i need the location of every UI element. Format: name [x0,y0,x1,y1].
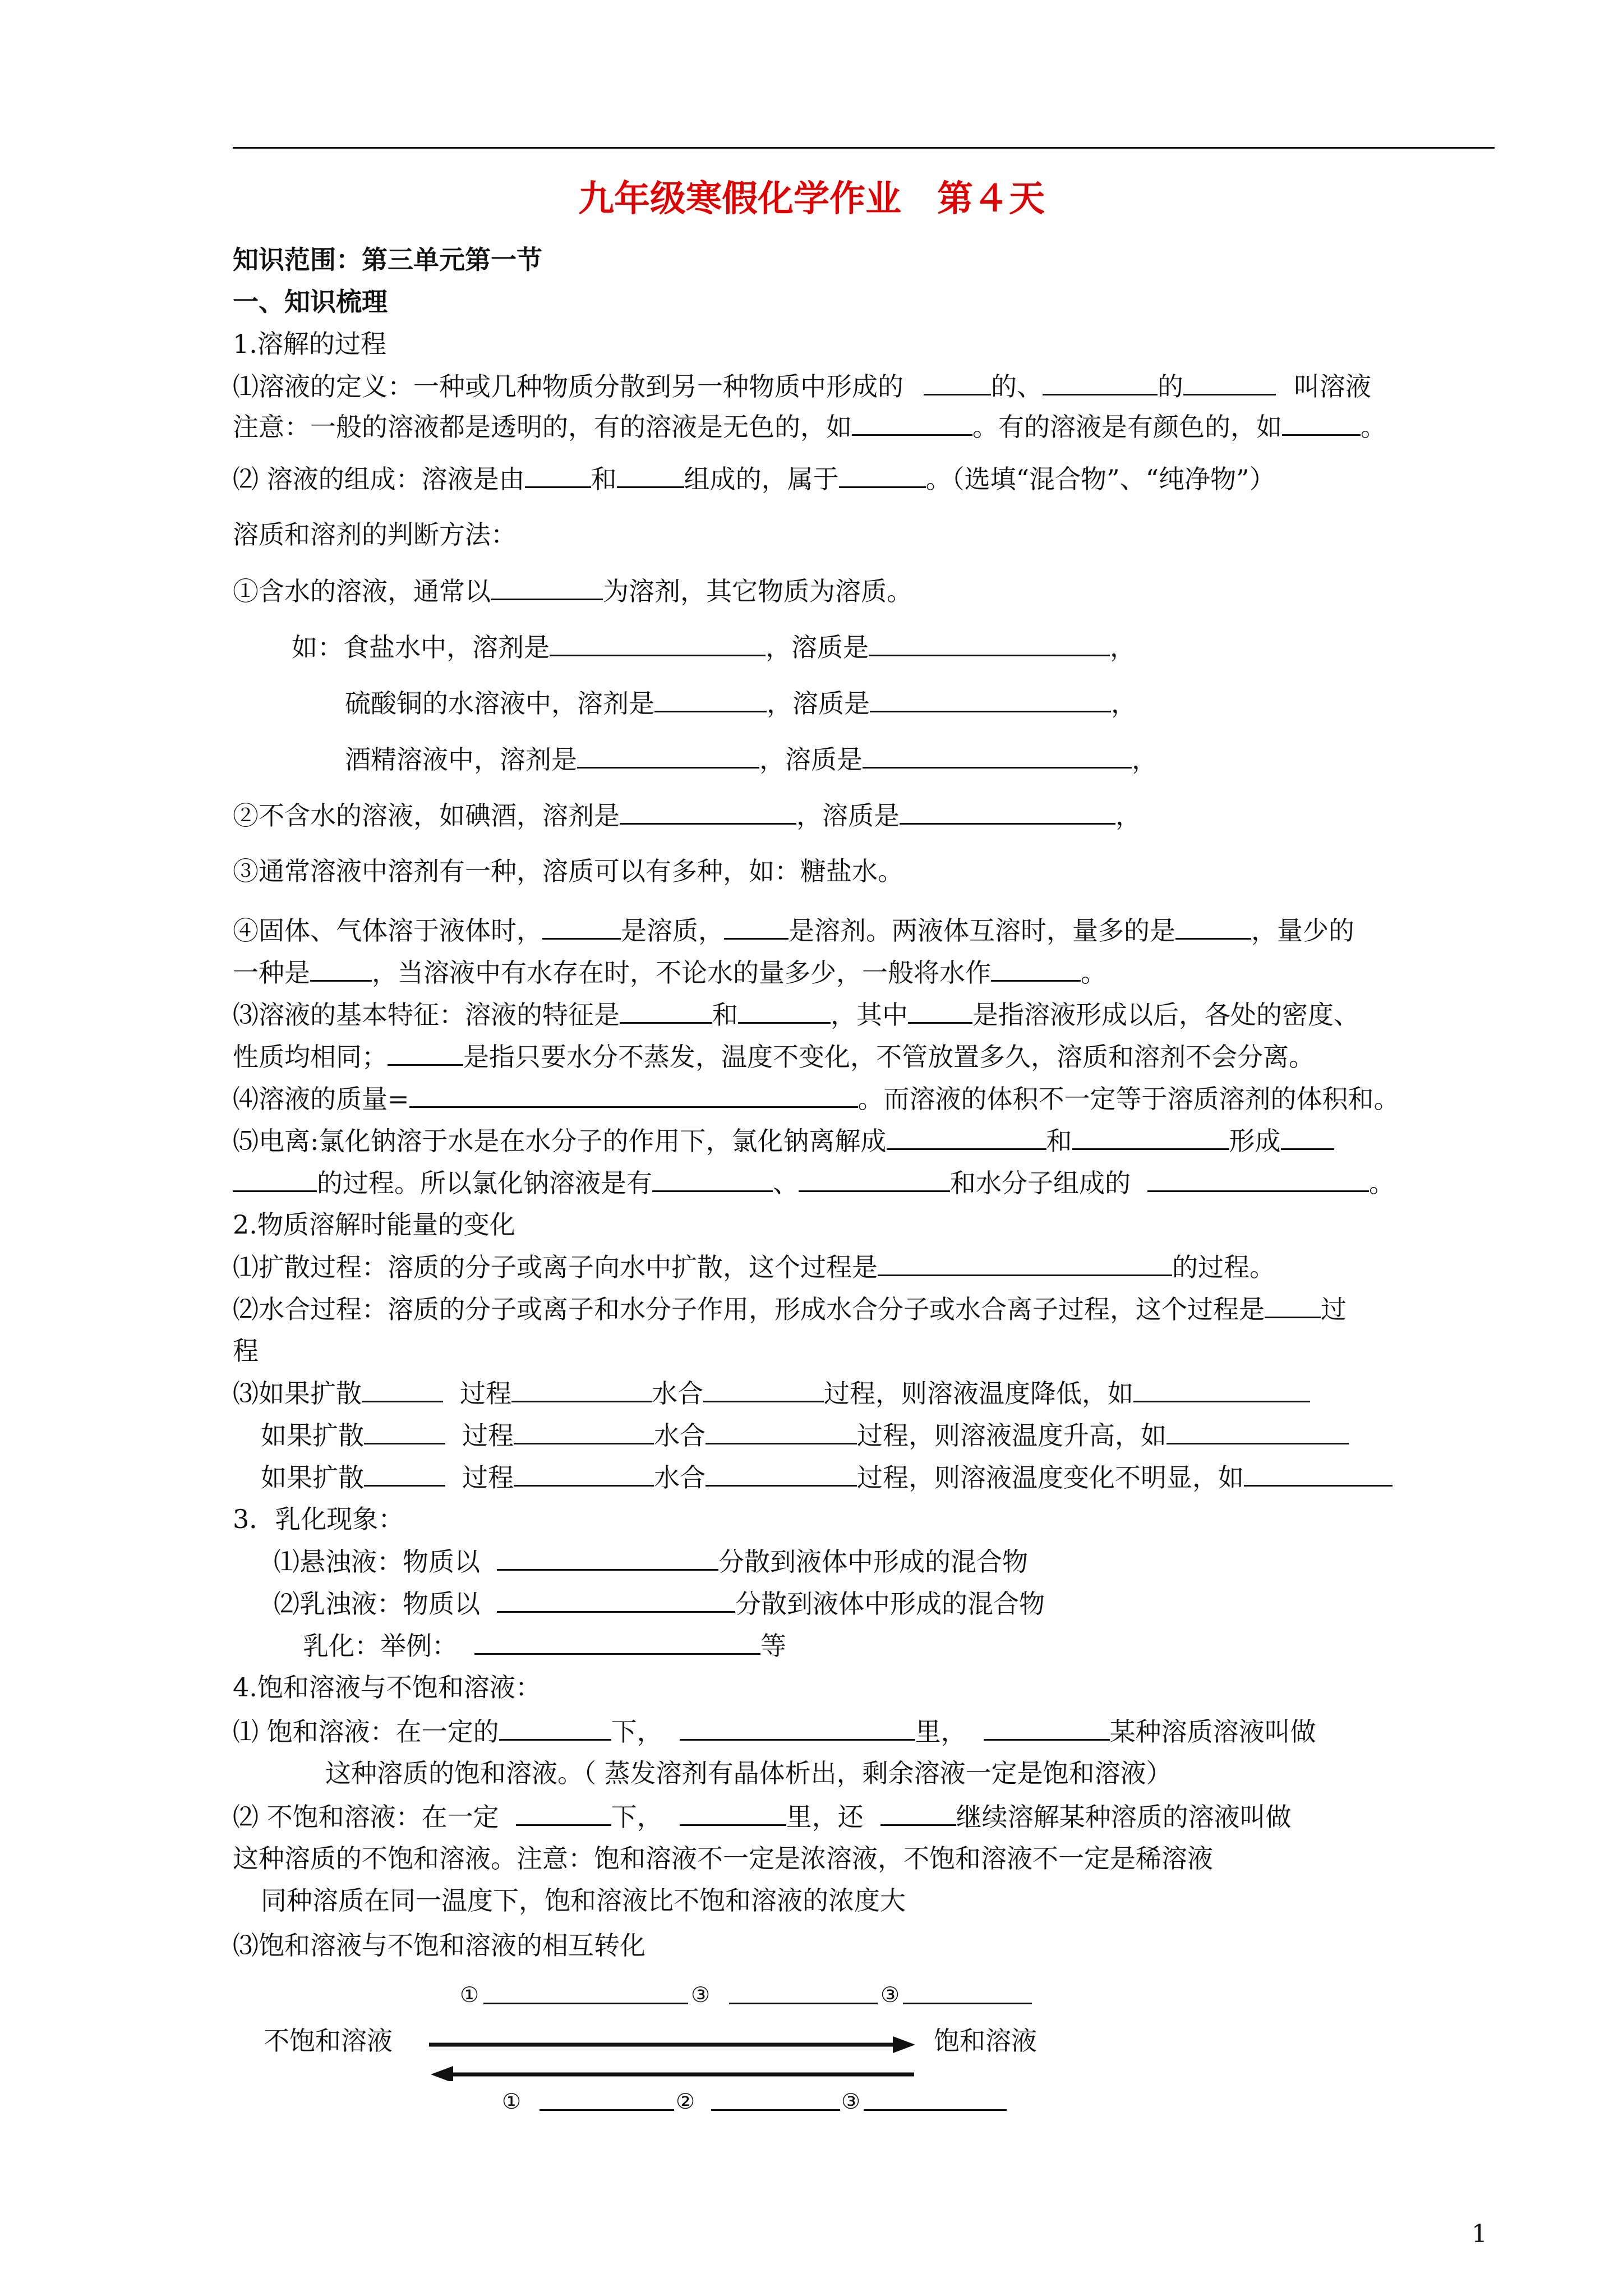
top-marker: ③ [880,1982,900,2007]
subsection-heading: 4.饱和溶液与不饱和溶液： [233,1672,541,1703]
text-line: 溶质和溶剂的判断方法： [233,519,517,550]
subsection-heading: 3．乳化现象： [233,1504,404,1534]
text-line: ⑶饱和溶液与不饱和溶液的相互转化 [233,1930,645,1961]
top-marker: ① [460,1982,479,2007]
page-title: 九年级寒假化学作业 第４天 [578,178,1045,220]
text-line: ⑴扩散过程：溶质的分子或离子向水中扩散，这个过程是 的过程。 [233,1252,1275,1282]
text-line: 同种溶质在同一温度下，饱和溶液比不饱和溶液的浓度大 [261,1885,906,1916]
bottom-marker: ③ [841,2089,861,2114]
text-line: ④固体、气体溶于液体时， 是溶质， 是溶剂。两液体互溶时，量多的是 ，量少的 [233,915,1354,946]
subsection-heading: 1.溶解的过程 [233,329,386,359]
top-blank [729,1979,878,2004]
top-blank [483,1979,688,2004]
text-line: 程 [233,1336,259,1366]
text-line: 如果扩散 过程 水合 过程，则溶液温度变化不明显，如 [261,1461,1393,1493]
text-line: ⑵ 溶液的组成：溶液是由 和 组成的，属于 。（选填“混合物”、“纯净物”） [233,464,1275,494]
text-line: 一种是 ，当溶液中有水存在时，不论水的量多少，一般将水作 。 [233,958,1106,988]
text-line: ⑷溶液的质量= 。而溶液的体积不一定等于溶质溶剂的体积和。 [233,1084,1400,1114]
text-line: ②不含水的溶液，如碘酒，溶剂是 ，溶质是 ， [233,800,1141,831]
text-line: ⑴ 饱和溶液：在一定的 下， 里， 某种溶质溶液叫做 [233,1717,1316,1747]
text-line: 硫酸铜的水溶液中，溶剂是 ，溶质是 ， [345,688,1137,719]
text-line: 乳化：举例： 等 [303,1631,786,1661]
text-line: ⑵水合过程：溶质的分子或离子和水分子作用，形成水合分子或水合离子过程，这个过程是 过 [233,1294,1347,1324]
text-line: 这种溶质的饱和溶液。（ 蒸发溶剂有晶体析出，剩余溶液一定是饱和溶液） [325,1758,1172,1788]
text-line: 酒精溶液中，溶剂是 ，溶质是 ， [345,744,1158,775]
top-marker: ③ [691,1982,711,2007]
bottom-marker: ② [676,2089,695,2114]
saturated-label: 饱和溶液 [934,2026,1037,2056]
section-heading: 一、知识梳理 [233,287,388,317]
scope-line: 知识范围：第三单元第一节 [233,245,542,275]
text-line: 这种溶质的不饱和溶液。注意：饱和溶液不一定是浓溶液，不饱和溶液不一定是稀溶液 [233,1843,1213,1874]
bottom-blank [711,2086,840,2111]
text-line: ⑵乳浊液：物质以 分散到液体中形成的混合物 [274,1589,1045,1619]
text-line: ⑴溶液的定义：一种或几种物质分散到另一种物质中形成的 的、 的 叫溶液 [233,371,1371,402]
text-line: ⑸电离:氯化钠溶于水是在水分子的作用下，氯化钠离解成 和 形成 [233,1125,1334,1157]
unsaturated-label: 不饱和溶液 [264,2026,393,2056]
bottom-blank [540,2086,674,2111]
subsection-heading: 2.物质溶解时能量的变化 [233,1209,515,1240]
text-line: ⑴悬浊液：物质以 分散到液体中形成的混合物 [274,1547,1028,1577]
bottom-marker: ① [502,2089,522,2114]
bottom-blank [864,2086,1007,2111]
text-line: ⑵ 不饱和溶液：在一定 下， 里，还 继续溶解某种溶质的溶液叫做 [233,1802,1292,1832]
text-line: ⑶溶液的基本特征：溶液的特征是 和 ，其中 是指溶液形成以后，各处的密度、 [233,1000,1359,1030]
page-number: 1 [1472,2220,1487,2248]
text-line: 的过程。所以氯化钠溶液是有 、 和水分子组成的 。 [233,1167,1395,1199]
text-line: ①含水的溶液，通常以 为溶剂，其它物质为溶质。 [233,576,912,606]
text-line: 如：食盐水中，溶剂是 ，溶质是 ， [292,632,1136,662]
conversion-arrows [426,2031,920,2081]
top-blank [903,1979,1032,2004]
text-line: 如果扩散 过程 水合 过程，则溶液温度升高，如 [261,1419,1349,1451]
header-rule [233,147,1495,149]
text-line: 注意：一般的溶液都是透明的，有的溶液是无色的，如 。有的溶液是有颜色的，如 。 [233,412,1386,442]
text-line: ③通常溶液中溶剂有一种，溶质可以有多种，如：糖盐水。 [233,856,903,886]
text-line: ⑶如果扩散 过程 水合 过程，则溶液温度降低，如 [233,1377,1310,1409]
text-line: 性质均相同； 是指只要水分不蒸发，温度不变化，不管放置多久，溶质和溶剂不会分离。 [233,1042,1315,1072]
